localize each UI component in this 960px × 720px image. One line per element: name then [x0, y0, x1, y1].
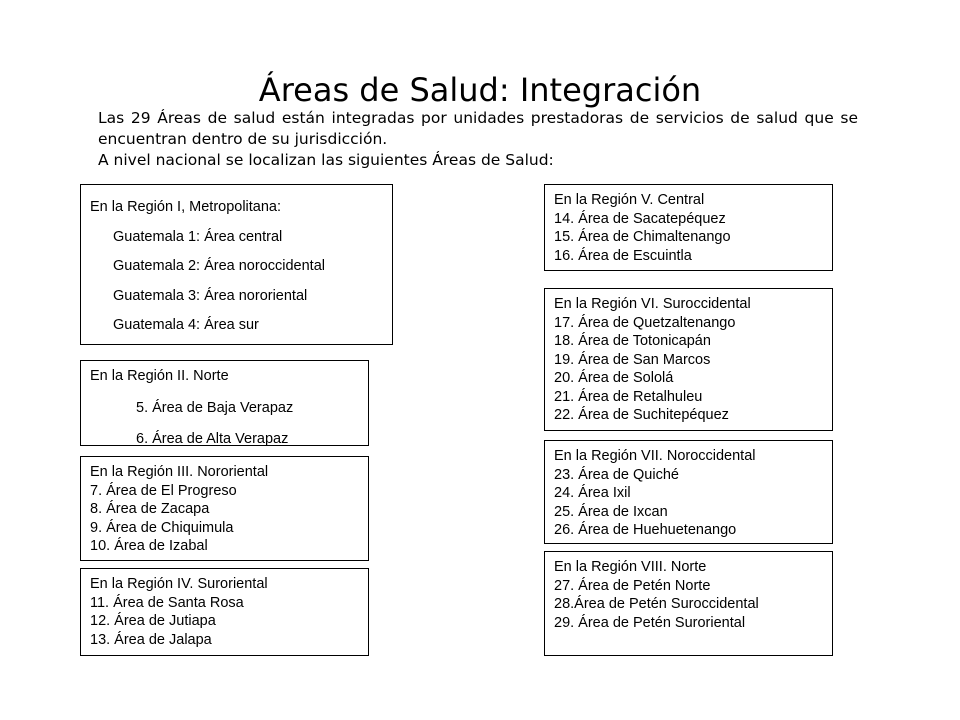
region-4-item: 12. Área de Jutiapa	[90, 613, 216, 629]
region-4-heading: En la Región IV. Suroriental	[90, 576, 268, 592]
region-2-item: 6. Área de Alta Verapaz	[136, 431, 289, 446]
region-2-box	[80, 360, 369, 446]
region-3-item: 10. Área de Izabal	[90, 538, 208, 554]
region-8-item: 28.Área de Petén Suroccidental	[554, 596, 759, 612]
region-1-item: Guatemala 1: Área central	[113, 228, 283, 245]
region-6-item: 21. Área de Retalhuleu	[554, 388, 703, 405]
intro-paragraph-2: A nivel nacional se localizan las siguientes Áreas de Salud:	[98, 151, 554, 169]
region-7-item: 25. Área de Ixcan	[554, 503, 668, 520]
region-4-item: 11. Área de Santa Rosa	[90, 594, 244, 611]
region-7-item: 26. Área de Huehuetenango	[554, 522, 737, 538]
region-3-box	[80, 456, 369, 561]
region-1-heading: En la Región I, Metropolitana:	[90, 199, 282, 215]
region-8-heading: En la Región VIII. Norte	[554, 559, 707, 575]
region-6-item: 18. Área de Totonicapán	[554, 333, 711, 349]
region-5-item: 14. Área de Sacatepéquez	[554, 210, 726, 227]
region-2-heading: En la Región II. Norte	[90, 368, 229, 384]
region-3-heading: En la Región III. Nororiental	[90, 464, 269, 480]
region-5-item: 15. Área de Chimaltenango	[554, 229, 731, 245]
region-8-item: 27. Área de Petén Norte	[554, 577, 711, 594]
region-6-item: 22. Área de Suchitepéquez	[554, 407, 729, 423]
region-7-box	[544, 440, 833, 544]
region-7-heading: En la Región VII. Noroccidental	[554, 448, 756, 464]
region-5-item: 16. Área de Escuintla	[554, 247, 692, 264]
region-6-box	[544, 288, 833, 431]
region-2-item: 5. Área de Baja Verapaz	[136, 399, 294, 416]
region-7-item: 23. Área de Quiché	[554, 466, 679, 483]
region-3-item: 9. Área de Chiquimula	[90, 519, 234, 536]
region-3-item: 7. Área de El Progreso	[90, 482, 237, 499]
region-8-box	[544, 551, 833, 656]
region-4-item: 13. Área de Jalapa	[90, 631, 212, 648]
region-1-item: Guatemala 4: Área sur	[113, 317, 259, 333]
intro-text	[98, 108, 858, 171]
region-1-item: Guatemala 3: Área nororiental	[113, 287, 308, 304]
region-5-box	[544, 184, 833, 271]
region-3-item: 8. Área de Zacapa	[90, 501, 210, 517]
region-4-box	[80, 568, 369, 656]
region-1-box	[80, 184, 393, 345]
region-5-heading: En la Región V. Central	[554, 192, 705, 208]
region-7-item: 24. Área Ixil	[554, 485, 631, 501]
region-6-heading: En la Región VI. Suroccidental	[554, 296, 751, 312]
slide-title: Áreas de Salud: Integración	[258, 71, 702, 109]
region-8-item: 29. Área de Petén Suroriental	[554, 614, 746, 631]
region-6-item: 20. Área de Sololá	[554, 370, 674, 386]
region-1-item: Guatemala 2: Área noroccidental	[113, 258, 325, 274]
intro-paragraph-1: Las 29 Áreas de salud están integradas por unidades prestadoras de servicios de salud que se encuentran dentro de su jurisdicción.	[98, 109, 858, 148]
region-6-item: 17. Área de Quetzaltenango	[554, 314, 736, 331]
region-6-item: 19. Área de San Marcos	[554, 351, 711, 368]
